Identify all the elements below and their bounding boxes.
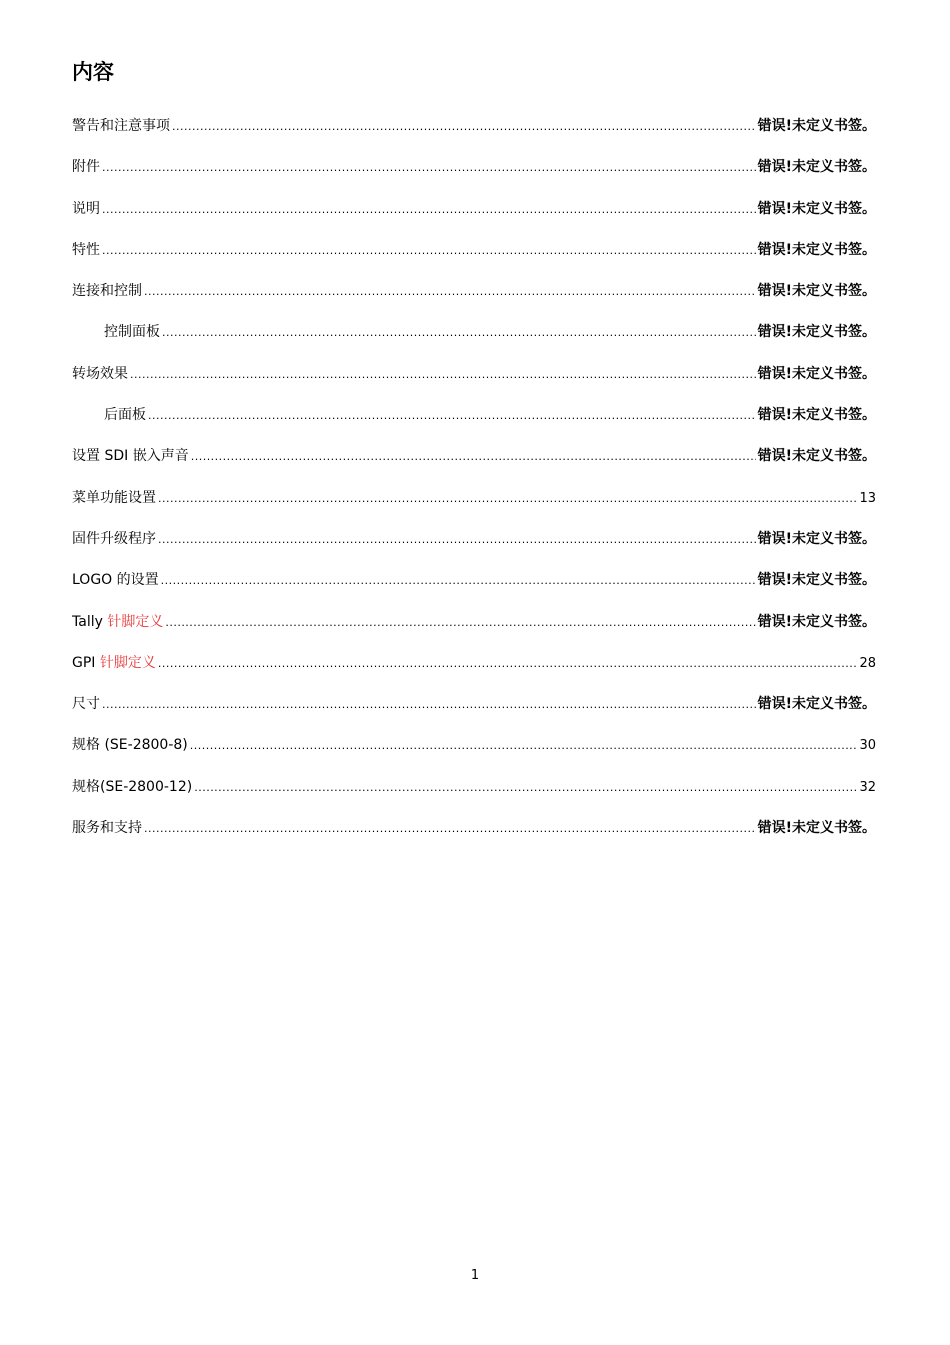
page-number: 1 [470,1268,480,1283]
toc-entry-page: 30 [859,738,876,754]
dot-leader [191,443,756,471]
toc-entry-page: 错误!未定义书签。 [757,365,876,382]
toc-entry[interactable] [72,442,876,483]
toc-entry[interactable] [72,484,876,525]
toc-entry-page: 错误!未定义书签。 [757,448,876,465]
toc-entry-title: 固件升级程序 [72,530,156,547]
toc-entry-page: 13 [859,490,876,506]
dot-leader [172,113,756,141]
toc-list [72,112,876,855]
dot-leader [102,237,756,265]
toc-entry-page: 错误!未定义书签。 [757,613,876,630]
toc-entry-title: 控制面板 [104,324,160,341]
toc-entry-title: 菜单功能设置 [72,489,156,506]
toc-entry[interactable] [72,236,876,277]
toc-entry[interactable] [72,360,876,401]
dot-leader [102,691,756,719]
toc-entry-title: 服务和支持 [72,820,142,837]
toc-entry-page: 错误!未定义书签。 [757,200,876,217]
toc-entry-page: 32 [859,779,876,795]
toc-entry[interactable] [72,112,876,153]
toc-entry-title: 尺寸 [72,696,100,713]
toc-entry-page: 错误!未定义书签。 [757,572,876,589]
dot-leader [148,402,756,430]
dot-leader [158,526,756,554]
toc-entry-page: 28 [859,655,876,671]
toc-entry[interactable] [72,277,876,318]
toc-entry-page: 错误!未定义书签。 [757,118,876,134]
toc-entry-title: 规格 (SE-2800-8) [72,737,188,754]
toc-entry-title: Tally 针脚定义 [72,613,164,630]
toc-entry-page: 错误!未定义书签。 [757,820,876,837]
toc-entry-title: 后面板 [104,407,146,424]
toc-subentry[interactable] [72,401,876,442]
toc-heading: 内容 [72,60,114,84]
toc-subentry[interactable] [72,318,876,359]
dot-leader [158,650,858,678]
toc-entry[interactable] [72,731,876,772]
toc-entry-title: GPI 针脚定义 [72,654,156,671]
toc-entry[interactable] [72,773,876,814]
toc-entry[interactable] [72,649,876,690]
toc-entry[interactable] [72,566,876,607]
toc-entry-page: 错误!未定义书签。 [757,530,876,547]
toc-entry-title: 规格(SE-2800-12) [72,778,193,795]
toc-entry-title: 警告和注意事项 [72,118,170,134]
toc-entry-page: 错误!未定义书签。 [757,324,876,341]
toc-entry-page: 错误!未定义书签。 [757,407,876,424]
dot-leader [102,196,756,224]
dot-leader [158,485,857,513]
toc-entry[interactable] [72,525,876,566]
toc-entry-page: 错误!未定义书签。 [757,241,876,258]
dot-leader [130,361,756,389]
toc-entry-title: 附件 [72,159,100,176]
toc-entry[interactable] [72,195,876,236]
toc-entry-page: 错误!未定义书签。 [757,696,876,713]
toc-entry[interactable] [72,690,876,731]
dot-leader [144,815,756,843]
toc-entry-title: 特性 [72,241,100,258]
toc-entry[interactable] [72,153,876,194]
dot-leader [162,319,756,347]
toc-entry-title: 设置 SDI 嵌入声音 [72,448,189,465]
toc-entry-title: 转场效果 [72,365,128,382]
toc-entry-page: 错误!未定义书签。 [757,159,876,176]
dot-leader [194,774,857,802]
toc-entry[interactable] [72,608,876,649]
dot-leader [190,732,858,760]
toc-entry-title: 连接和控制 [72,283,142,300]
toc-entry[interactable] [72,814,876,855]
dot-leader [144,278,756,306]
dot-leader [161,567,756,595]
dot-leader [165,609,755,637]
dot-leader [102,154,756,182]
toc-entry-title: LOGO 的设置 [72,572,159,589]
toc-entry-page: 错误!未定义书签。 [757,283,876,300]
toc-entry-title: 说明 [72,200,100,217]
